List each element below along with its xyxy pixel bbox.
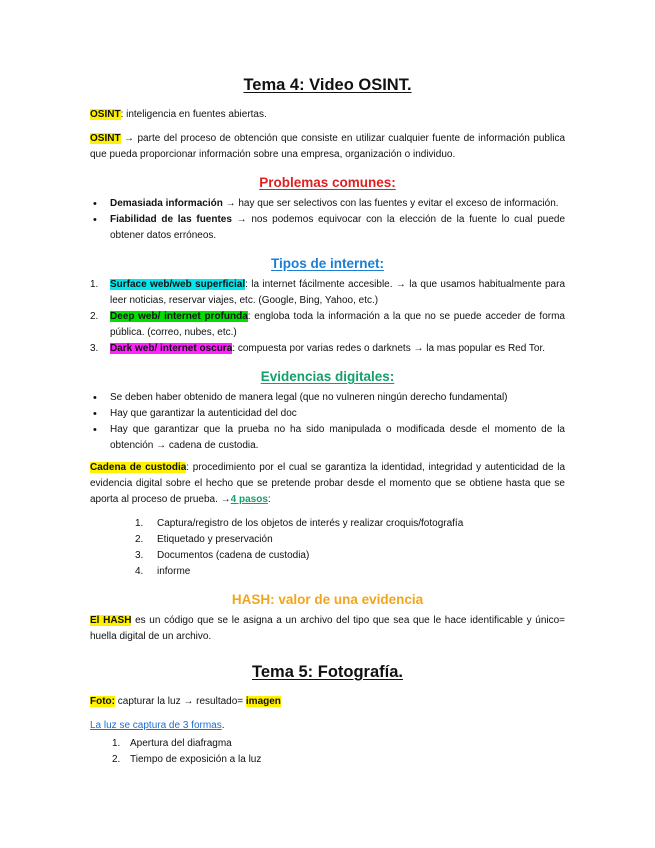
custodia-term: Cadena de custodia (90, 462, 187, 473)
problemas-heading: Problemas comunes: (259, 175, 396, 190)
foto-result: imagen (245, 696, 281, 707)
list-item (90, 309, 565, 341)
forma-text: Apertura del diafragma (130, 738, 232, 749)
tipo-term: Dark web/ internet oscura (110, 343, 233, 354)
luz-end: . (221, 720, 225, 731)
foto-text: capturar la luz → resultado= (115, 696, 246, 707)
pasos-list (90, 516, 565, 580)
osint-def-text-2: → parte del proceso de obtención que consiste en utilizar cualquier fuente de información publica que pueda proporcionar información sobre una empresa, organización o individuo. (90, 133, 565, 160)
item-number: 3. (135, 550, 144, 561)
paso-text: informe (157, 566, 191, 577)
luz-paragraph (90, 718, 565, 734)
item-number: 2. (90, 311, 99, 322)
problema-text: → nos podemos equivocar con la elección de la fuente lo cual puede obtener datos erróneos. (110, 214, 566, 241)
evidencias-heading: Evidencias digitales: (260, 369, 395, 384)
paso-text: Etiquetado y preservación (157, 534, 273, 545)
tipo-term: Deep web/ internet profunda (110, 311, 248, 322)
forma-text: Tiempo de exposición a la luz (130, 754, 262, 765)
list-item (135, 532, 565, 548)
tema5-title: Tema 5: Fotografía. (252, 663, 403, 681)
paso-text: Documentos (cadena de custodia) (157, 550, 310, 561)
osint-def-text-1: : inteligencia en fuentes abiertas. (120, 109, 267, 120)
foto-term: Foto: (90, 696, 115, 707)
list-item: • Hay que garantizar que la prueba no ha sido manipulada o modificada desde el momento de la obtención → cadena de custodia. (90, 422, 565, 454)
list-item (135, 516, 565, 532)
evidencias-list (90, 390, 565, 454)
paso-text: Captura/registro de los objetos de interés y realizar croquis/fotografía (157, 518, 464, 529)
list-item (90, 212, 565, 244)
osint-term-1: OSINT (90, 109, 121, 120)
hash-paragraph (90, 613, 565, 645)
hash-heading: HASH: valor de una evidencia (231, 592, 424, 607)
foto-definition (90, 694, 565, 710)
cadena-custodia-paragraph (90, 460, 565, 508)
tipo-term: Surface web/web superficial (110, 279, 246, 290)
problemas-list (90, 196, 565, 244)
luz-link[interactable]: La luz se captura de 3 formas (90, 720, 222, 731)
hash-term: El HASH (90, 615, 132, 626)
osint-term-2: OSINT (90, 133, 121, 144)
custodia-text: : procedimiento por el cual se garantiza la identidad, integridad y autenticidad de la evidencia digital sobre el hecho que se pretende probar desde el momento que se obtiene hasta que se aporta al proceso de prueba. → (90, 462, 566, 505)
tipo-text: : la internet fácilmente accesible. → la que usamos habitualmente para leer noticias, reservar viajes, etc. (Google, Bing, Yahoo, etc.) (110, 279, 566, 306)
item-number: 4. (135, 566, 144, 577)
list-item: • Hay que garantizar la autenticidad del doc (90, 406, 565, 422)
list-item (90, 196, 565, 212)
problema-text: → hay que ser selectivos con las fuentes y evitar el exceso de información. (222, 198, 559, 209)
pasos-link[interactable]: 4 pasos (230, 494, 268, 505)
custodia-end: : (267, 494, 271, 505)
list-item (112, 752, 565, 768)
formas-list (90, 736, 565, 768)
tema4-title: Tema 4: Video OSINT. (243, 76, 412, 94)
list-item (90, 277, 565, 309)
list-item (90, 341, 565, 357)
problema-term: Fiabilidad de las fuentes (110, 214, 232, 225)
list-item: • Se deben haber obtenido de manera legal (que no vulneren ningún derecho fundamental) (90, 390, 565, 406)
osint-process (90, 131, 565, 163)
tipos-heading: Tipos de internet: (270, 256, 384, 271)
tipo-text: : compuesta por varias redes o darknets → la mas popular es Red Tor. (232, 343, 546, 354)
osint-definition (90, 107, 565, 123)
tipos-list (90, 277, 565, 357)
list-item (135, 548, 565, 564)
item-number: 2. (135, 534, 144, 545)
item-number: 3. (90, 343, 99, 354)
problema-term: Demasiada información (110, 198, 223, 209)
list-item (135, 564, 565, 580)
item-number: 1. (135, 518, 144, 529)
item-number: 1. (112, 738, 121, 749)
hash-text: es un código que se le asigna a un archivo del tipo que sea que le hace identificable y único= huella digital de un archivo. (90, 615, 566, 642)
list-item (112, 736, 565, 752)
tipo-text: : engloba toda la información a la que no se puede acceder de forma pública. (correo, nubes, etc.) (110, 311, 565, 338)
item-number: 1. (90, 279, 99, 290)
item-number: 2. (112, 754, 121, 765)
